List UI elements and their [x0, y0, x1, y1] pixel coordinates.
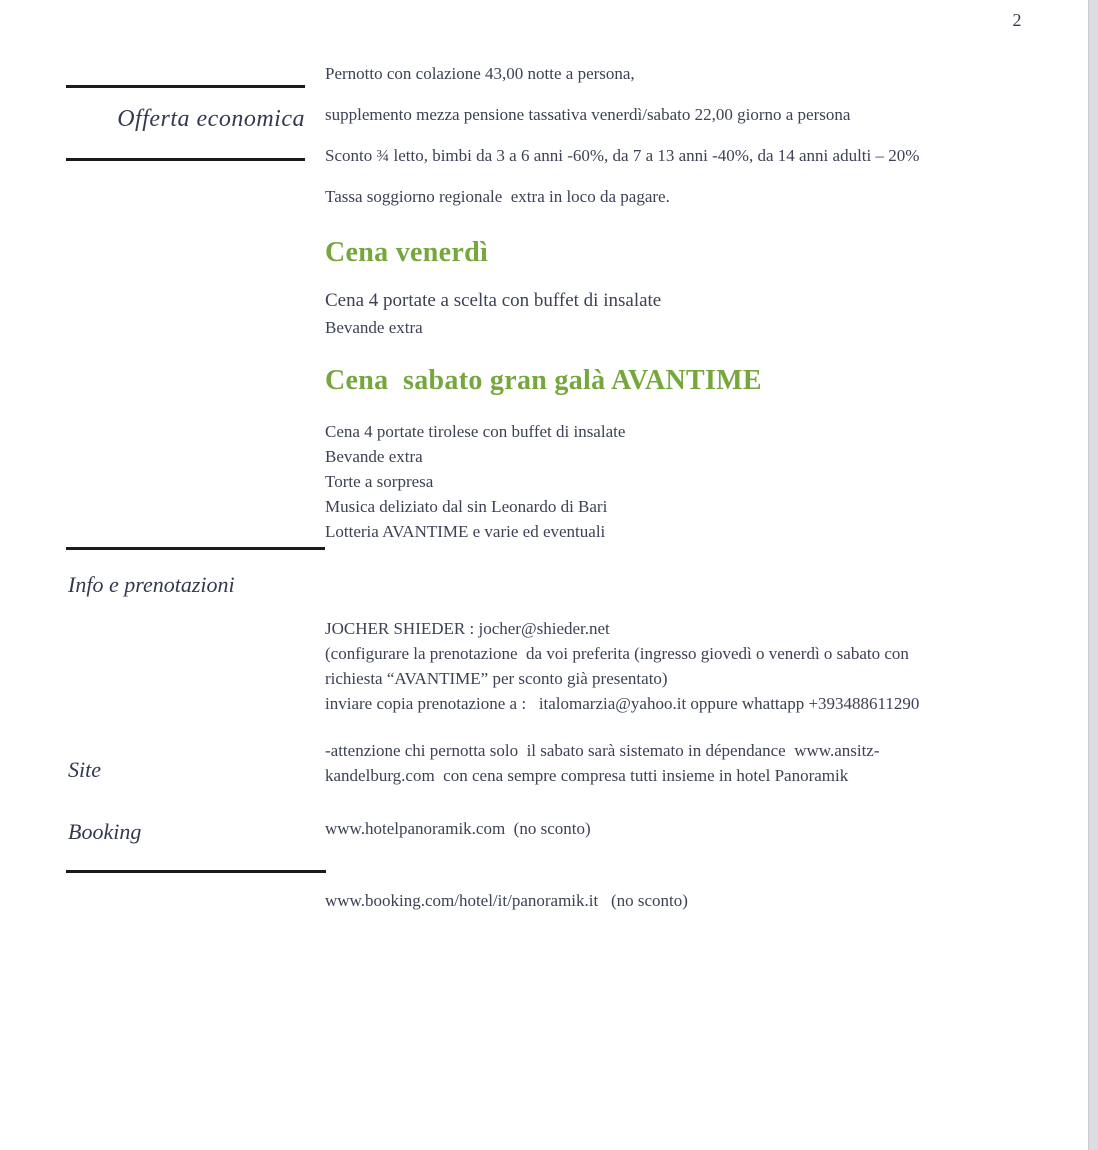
section-label-booking: Booking — [68, 819, 142, 844]
info-line: inviare copia prenotazione a : italomarzia@yahoo.it oppure whattapp +393488611290 — [325, 694, 920, 713]
cena-sabato-line: Bevande extra — [325, 447, 423, 466]
cena-venerdi-note: Bevande extra — [325, 318, 423, 337]
offerta-line: Pernotto con colazione 43,00 notte a persona, — [325, 64, 635, 83]
section-label-offerta-economica: Offerta economica — [117, 106, 305, 132]
site-line: kandelburg.com con cena sempre compresa tutti insieme in hotel Panoramik — [325, 766, 849, 785]
site-url: www.hotelpanoramik.com (no sconto) — [325, 819, 591, 838]
scrollbar-track[interactable] — [1088, 0, 1098, 1150]
page-number: 2 — [1012, 10, 1022, 30]
info-line: (configurare la prenotazione da voi preferita (ingresso giovedì o venerdì o sabato con — [325, 644, 909, 663]
offerta-line: supplemento mezza pensione tassativa venerdì/sabato 22,00 giorno a persona — [325, 105, 851, 124]
rule-offerta-top — [66, 85, 305, 88]
cena-sabato-line: Musica deliziato dal sin Leonardo di Bari — [325, 497, 608, 516]
cena-sabato-line: Cena 4 portate tirolese con buffet di insalate — [325, 422, 626, 441]
cena-venerdi-subtitle: Cena 4 portate a scelta con buffet di insalate — [325, 290, 662, 311]
heading-cena-venerdi: Cena venerdì — [325, 237, 489, 268]
rule-info — [66, 547, 325, 550]
cena-sabato-line: Lotteria AVANTIME e varie ed eventuali — [325, 522, 606, 541]
heading-cena-sabato: Cena sabato gran galà AVANTIME — [325, 365, 762, 396]
rule-booking — [66, 870, 326, 873]
section-label-info-prenotazioni: Info e prenotazioni — [68, 572, 235, 597]
offerta-line: Sconto ¾ letto, bimbi da 3 a 6 anni -60%, da 7 a 13 anni -40%, da 14 anni adulti – 20% — [325, 146, 920, 165]
info-line: richiesta “AVANTIME” per sconto già presentato) — [325, 669, 668, 688]
offerta-line: Tassa soggiorno regionale extra in loco da pagare. — [325, 187, 670, 206]
section-label-site: Site — [68, 757, 101, 782]
rule-offerta-bottom — [66, 158, 305, 161]
booking-url: www.booking.com/hotel/it/panoramik.it (no sconto) — [325, 891, 688, 910]
cena-sabato-line: Torte a sorpresa — [325, 472, 434, 491]
info-line: JOCHER SHIEDER : jocher@shieder.net — [325, 619, 610, 638]
site-line: -attenzione chi pernotta solo il sabato sarà sistemato in dépendance www.ansitz- — [325, 741, 880, 760]
